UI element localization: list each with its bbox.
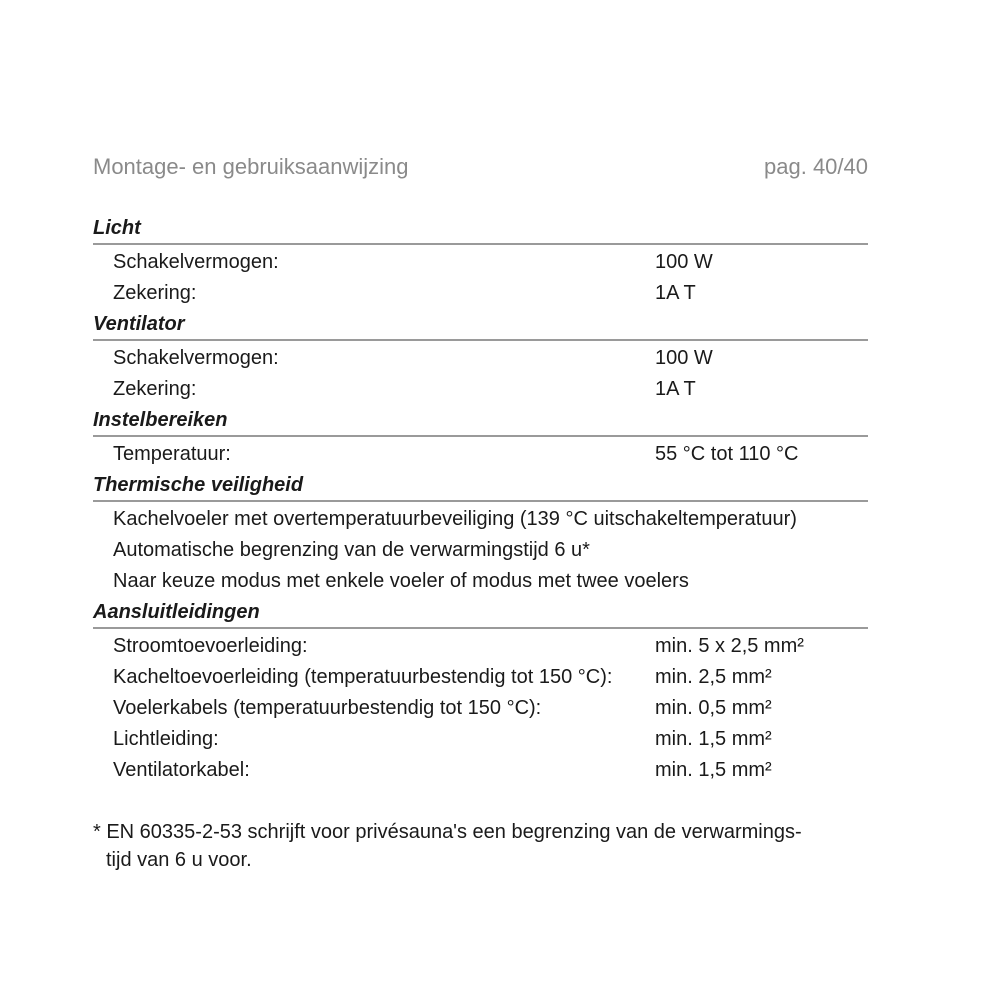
spec-label: Naar keuze modus met enkele voeler of modus met twee voelers — [113, 570, 689, 592]
spec-section — [93, 471, 868, 598]
section-rows — [93, 245, 868, 310]
spec-value: 100 W — [655, 251, 713, 273]
spec-section — [93, 310, 868, 406]
spec-row — [93, 535, 868, 566]
spec-row — [93, 566, 868, 597]
spec-row — [93, 724, 868, 755]
page-number: pag. 40/40 — [764, 154, 868, 179]
section-title: Licht — [93, 214, 868, 245]
footnote-line-1: * EN 60335-2-53 schrijft voor privésauna's een begrenzing van de verwarmings- — [93, 821, 802, 843]
spec-section — [93, 406, 868, 471]
spec-label: Temperatuur: — [113, 443, 231, 465]
footnote-line-2: tijd van 6 u voor. — [106, 849, 252, 871]
spec-label: Kacheltoevoerleiding (temperatuurbestendig tot 150 °C): — [113, 666, 613, 688]
document-title: Montage- en gebruiksaanwijzing — [93, 154, 409, 179]
spec-row — [93, 247, 868, 278]
spec-value: 1A T — [655, 378, 696, 400]
spec-row — [93, 439, 868, 470]
spec-value: min. 2,5 mm² — [655, 666, 772, 688]
spec-row — [93, 693, 868, 724]
section-rows — [93, 341, 868, 406]
spec-value: min. 5 x 2,5 mm² — [655, 635, 804, 657]
spec-section — [93, 214, 868, 310]
section-rows — [93, 437, 868, 471]
spec-label: Zekering: — [113, 282, 197, 304]
spec-row — [93, 662, 868, 693]
spec-row — [93, 278, 868, 309]
spec-row — [93, 343, 868, 374]
spec-value: min. 1,5 mm² — [655, 728, 772, 750]
spec-label: Schakelvermogen: — [113, 347, 279, 369]
spec-label: Kachelvoeler met overtemperatuurbeveiliging (139 °C uitschakeltemperatuur) — [113, 508, 797, 530]
specifications-table — [93, 214, 868, 787]
section-title: Aansluitleidingen — [93, 598, 868, 629]
spec-row — [93, 755, 868, 786]
spec-value: min. 0,5 mm² — [655, 697, 772, 719]
section-title: Thermische veiligheid — [93, 471, 868, 502]
spec-value: 55 °C tot 110 °C — [655, 443, 799, 465]
spec-label: Lichtleiding: — [113, 728, 219, 750]
spec-label: Stroomtoevoerleiding: — [113, 635, 308, 657]
section-rows — [93, 502, 868, 598]
spec-value: 1A T — [655, 282, 696, 304]
section-title: Ventilator — [93, 310, 868, 341]
spec-label: Automatische begrenzing van de verwarmingstijd 6 u* — [113, 539, 590, 561]
spec-label: Ventilatorkabel: — [113, 759, 250, 781]
footnote — [93, 818, 883, 874]
spec-label: Voelerkabels (temperatuurbestendig tot 150 °C): — [113, 697, 542, 719]
spec-value: min. 1,5 mm² — [655, 759, 772, 781]
spec-row — [93, 631, 868, 662]
spec-section — [93, 598, 868, 787]
spec-value: 100 W — [655, 347, 713, 369]
spec-label: Zekering: — [113, 378, 197, 400]
spec-label: Schakelvermogen: — [113, 251, 279, 273]
section-rows — [93, 629, 868, 787]
spec-row — [93, 504, 868, 535]
section-title: Instelbereiken — [93, 406, 868, 437]
spec-row — [93, 374, 868, 405]
